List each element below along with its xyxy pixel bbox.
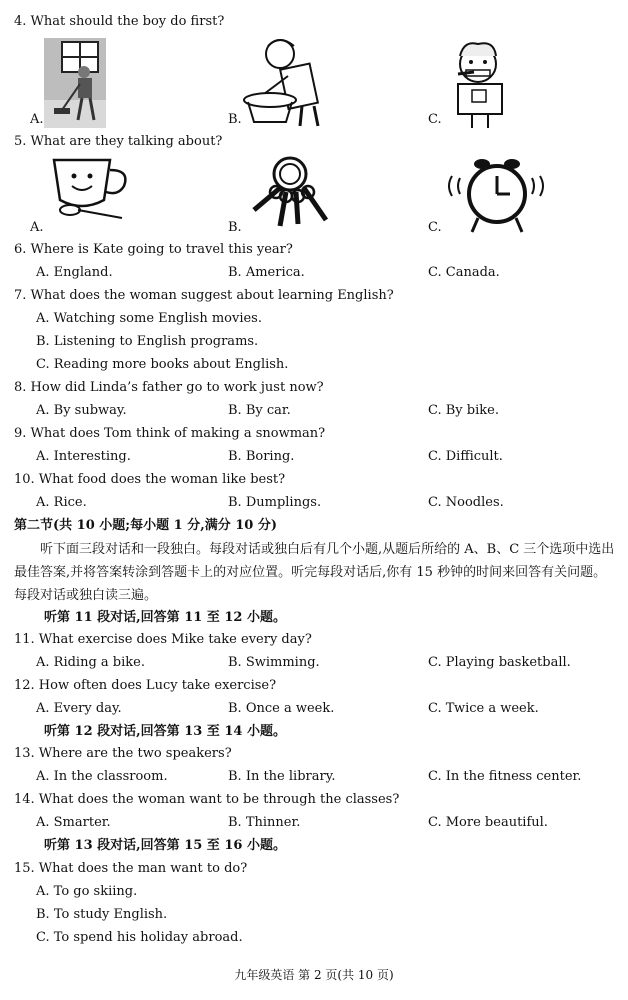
dialogue-11-instruction: 听第 11 段对话,回答第 11 至 12 小题。 <box>44 610 286 625</box>
question-11-stem: 11. What exercise does Mike take every day? <box>14 632 312 647</box>
question-15-stem: 15. What does the man want to do? <box>14 861 248 876</box>
q5-option-a-letter: A. <box>30 220 44 235</box>
cup-icon <box>48 156 134 224</box>
q9-option-b: B. Boring. <box>228 449 295 464</box>
q12-option-a: A. Every day. <box>36 701 122 716</box>
q13-option-b: B. In the library. <box>228 769 336 784</box>
q14-option-b: B. Thinner. <box>228 815 301 830</box>
q10-option-c: C. Noodles. <box>428 495 504 510</box>
q4-option-b-letter: B. <box>228 112 242 127</box>
q11-option-c: C. Playing basketball. <box>428 655 571 670</box>
q13-option-c: C. In the fitness center. <box>428 769 582 784</box>
q15-option-c: C. To spend his holiday abroad. <box>36 930 243 945</box>
boy-brushing-teeth-icon <box>444 40 518 128</box>
q6-option-b: B. America. <box>228 265 305 280</box>
question-4-stem: 4. What should the boy do first? <box>14 14 225 29</box>
q12-option-b: B. Once a week. <box>228 701 335 716</box>
q7-option-b: B. Listening to English programs. <box>36 334 259 349</box>
question-10-stem: 10. What food does the woman like best? <box>14 472 286 487</box>
q10-option-b: B. Dumplings. <box>228 495 322 510</box>
q14-option-c: C. More beautiful. <box>428 815 548 830</box>
q9-option-a: A. Interesting. <box>36 449 131 464</box>
q8-option-c: C. By bike. <box>428 403 499 418</box>
q14-option-a: A. Smarter. <box>36 815 111 830</box>
q15-option-a: A. To go skiing. <box>36 884 138 899</box>
section-2-instructions: 听下面三段对话和一段独白。每段对话或独白后有几个小题,从题后所给的 A、B、C 三个选项中选出最佳答案,并将答案转涂到答题卡上的对应位置。听完每段对话后,你有 15 秒钟的时间来回答有关问题。每段对话或独白读三遍。 <box>14 542 615 603</box>
question-5-stem: 5. What are they talking about? <box>14 134 223 149</box>
q11-option-a: A. Riding a bike. <box>36 655 145 670</box>
q5-option-c-letter: C. <box>428 220 442 235</box>
q7-option-c: C. Reading more books about English. <box>36 357 289 372</box>
q4-option-a-letter: A. <box>30 112 44 127</box>
q7-option-a: A. Watching some English movies. <box>36 311 262 326</box>
q8-option-b: B. By car. <box>228 403 291 418</box>
question-7-stem: 7. What does the woman suggest about learning English? <box>14 288 394 303</box>
alarm-clock-icon <box>444 154 556 236</box>
question-6-stem: 6. Where is Kate going to travel this year? <box>14 242 293 257</box>
section-2-heading: 第二节(共 10 小题;每小题 1 分,满分 10 分) <box>14 518 278 533</box>
q11-option-b: B. Swimming. <box>228 655 320 670</box>
boy-sweeping-floor-icon <box>44 38 106 128</box>
q6-option-a: A. England. <box>36 265 113 280</box>
q15-option-b: B. To study English. <box>36 907 168 922</box>
q9-option-c: C. Difficult. <box>428 449 503 464</box>
question-9-stem: 9. What does Tom think of making a snowman? <box>14 426 326 441</box>
dialogue-12-instruction: 听第 12 段对话,回答第 13 至 14 小题。 <box>44 724 286 739</box>
question-8-stem: 8. How did Linda’s father go to work just now? <box>14 380 324 395</box>
boy-washing-hands-icon <box>240 36 330 128</box>
keys-icon <box>246 154 332 234</box>
q13-option-a: A. In the classroom. <box>36 769 168 784</box>
dialogue-13-instruction: 听第 13 段对话,回答第 15 至 16 小题。 <box>44 838 286 853</box>
q6-option-c: C. Canada. <box>428 265 500 280</box>
q10-option-a: A. Rice. <box>36 495 87 510</box>
page-footer: 九年级英语 第 2 页(共 10 页) <box>234 968 394 982</box>
question-14-stem: 14. What does the woman want to be through the classes? <box>14 792 400 807</box>
question-13-stem: 13. Where are the two speakers? <box>14 746 232 761</box>
q5-option-b-letter: B. <box>228 220 242 235</box>
q8-option-a: A. By subway. <box>36 403 127 418</box>
q12-option-c: C. Twice a week. <box>428 701 539 716</box>
q4-option-c-letter: C. <box>428 112 442 127</box>
question-12-stem: 12. How often does Lucy take exercise? <box>14 678 277 693</box>
